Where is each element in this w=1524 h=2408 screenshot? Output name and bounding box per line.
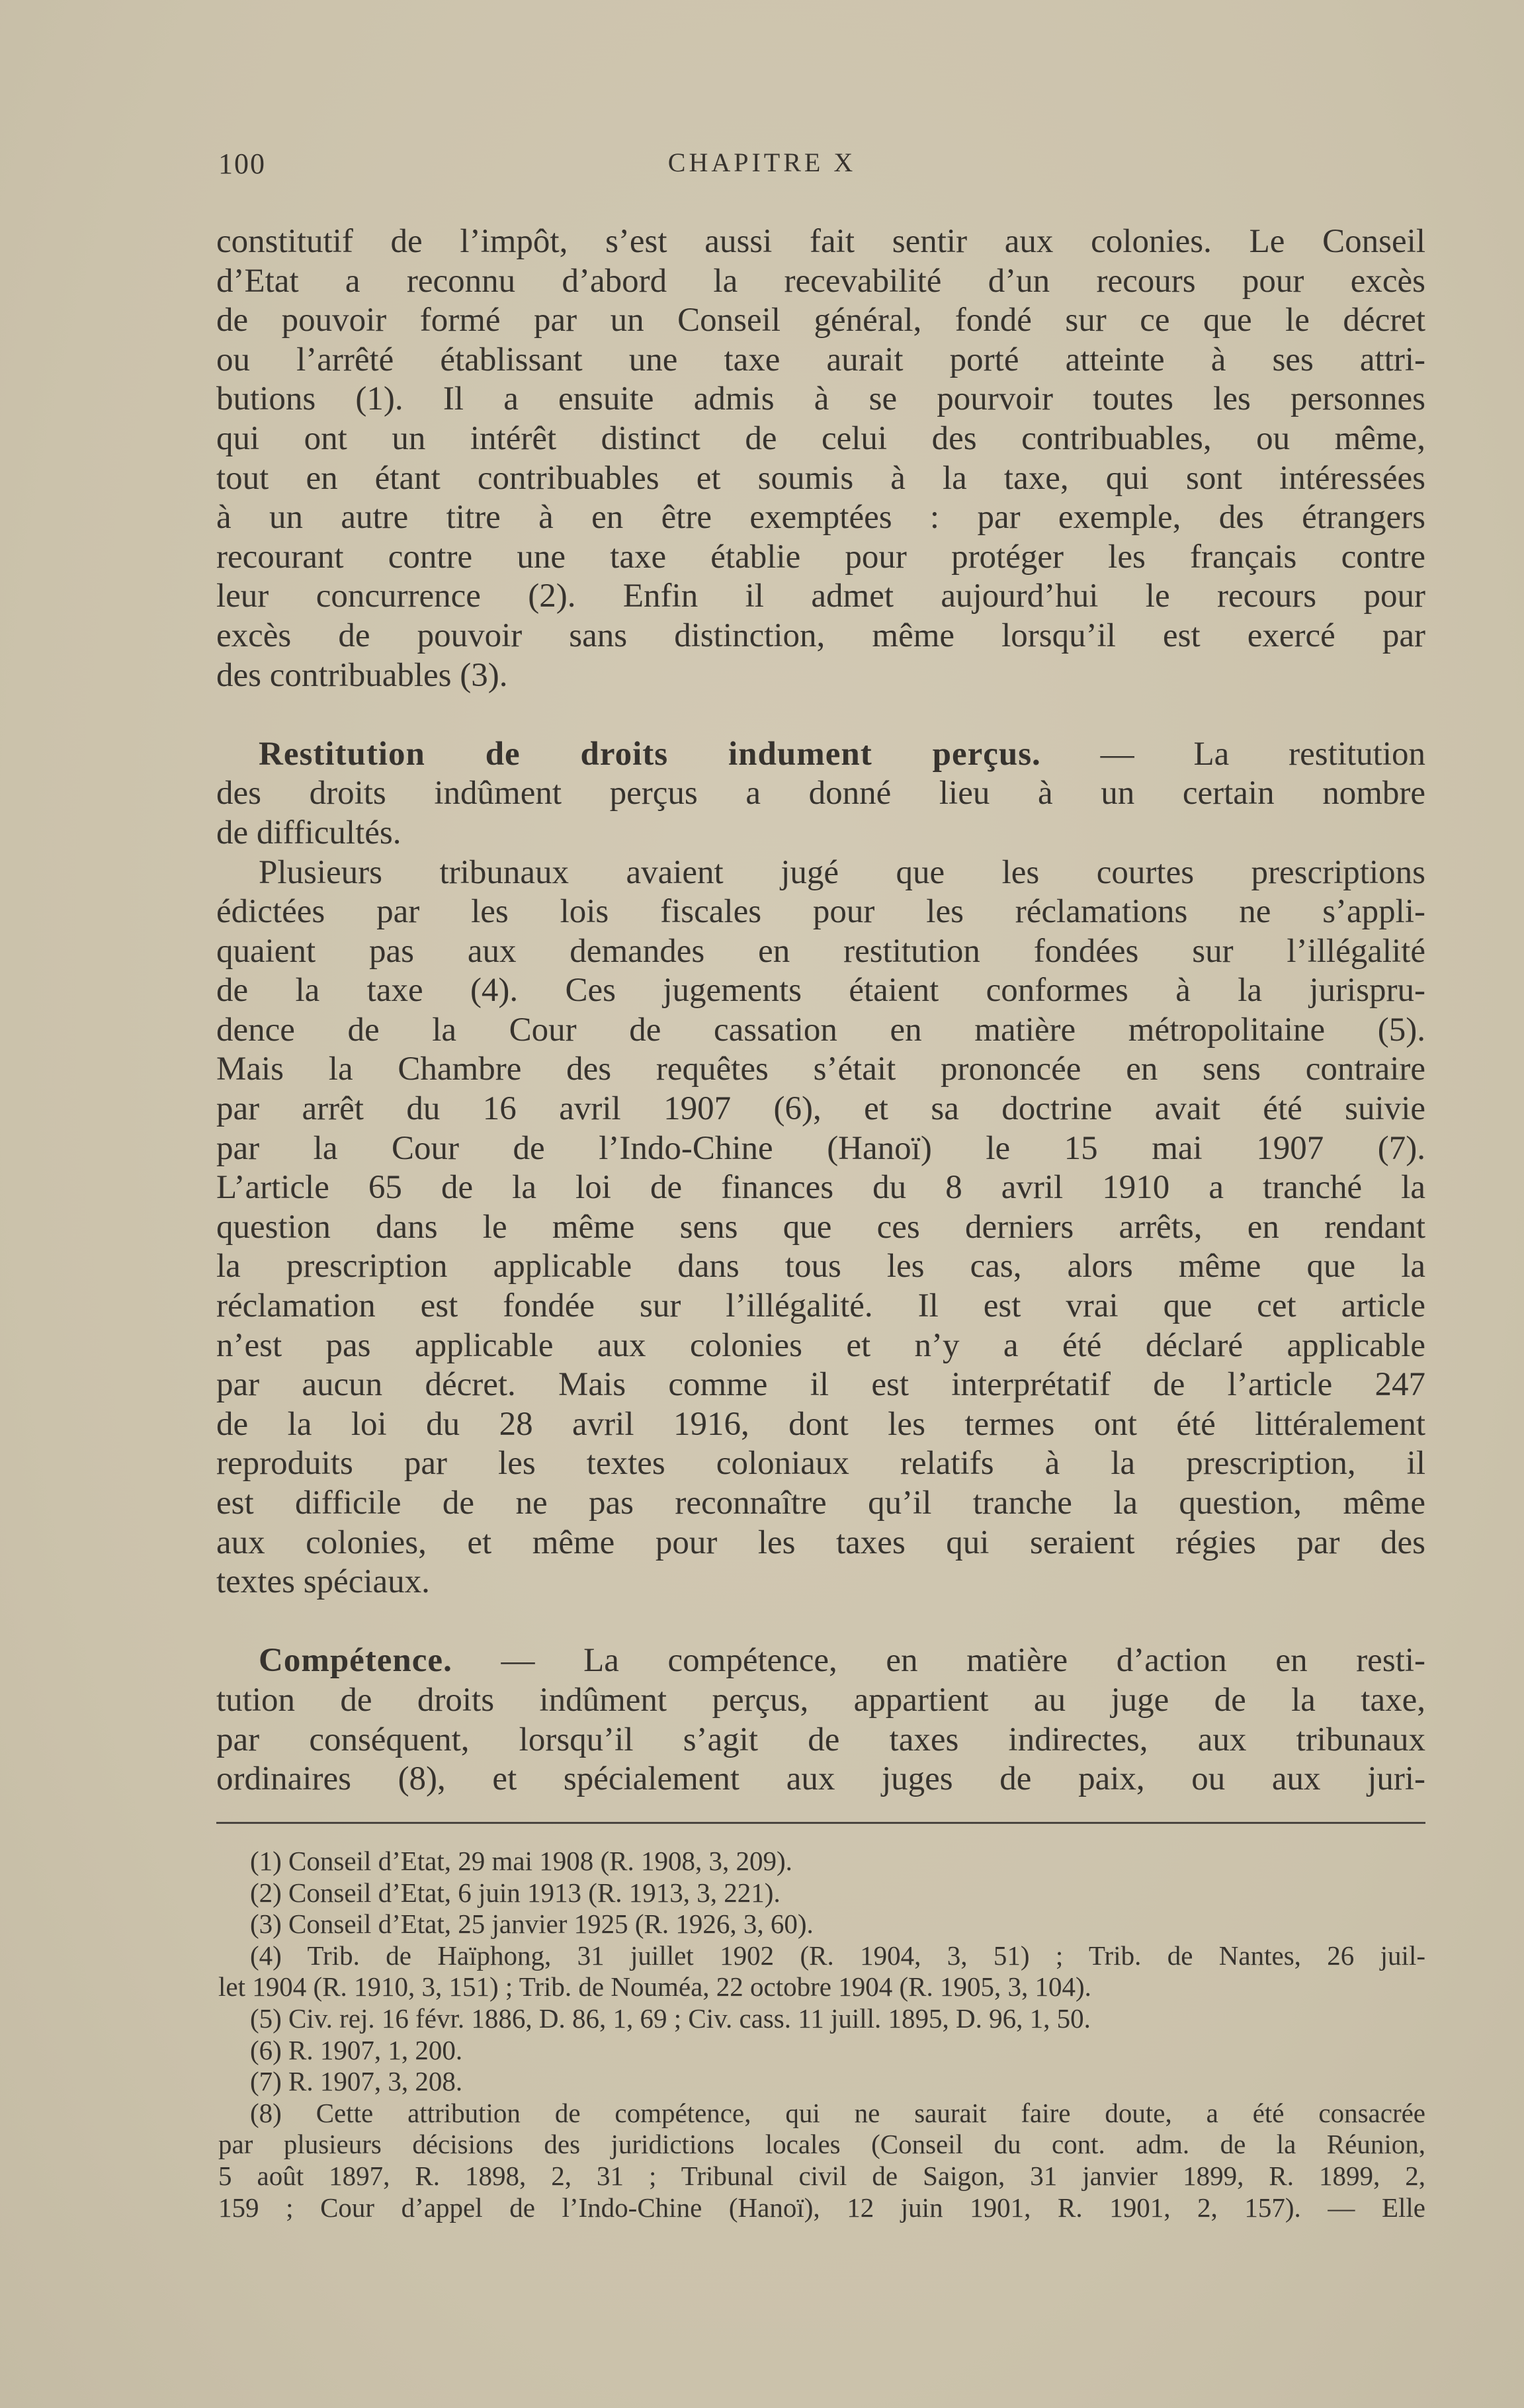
- line-text: la prescription applicable dans tous les cas, alors même que la: [216, 1248, 1425, 1285]
- section-paragraph: [216, 735, 1425, 853]
- text-line: [216, 1247, 1425, 1287]
- line-text: à un autre titre à en être exemptées : par exemple, des étrangers: [216, 499, 1425, 537]
- line-text: édictées par les lois fiscales pour les réclamations ne s’appli-: [216, 893, 1425, 931]
- footnotes: [218, 1846, 1425, 2223]
- line-text: est difficile de ne pas reconnaître qu’il tranche la question, même: [216, 1484, 1425, 1522]
- line-text: réclamation est fondée sur l’illégalité. Il est vrai que cet article: [216, 1287, 1425, 1325]
- line-text: de la taxe (4). Ces jugements étaient conformes à la jurispru-: [216, 972, 1425, 1010]
- text-line: [216, 262, 1425, 302]
- text-line: [216, 814, 1425, 853]
- footnote-line: (4) Trib. de Haïphong, 31 juillet 1902 (R. 1904, 3, 51) ; Trib. de Nantes, 26 juil-: [250, 1940, 1425, 1971]
- line-text: butions (1). Il a ensuite admis à se pourvoir toutes les personnes: [216, 380, 1425, 418]
- footnote-line: 159 ; Cour d’appel de l’Indo-Chine (Hanoï), 12 juin 1901, R. 1901, 2, 157). — Elle: [218, 2192, 1425, 2223]
- text-line: [216, 577, 1425, 617]
- text-line: [216, 538, 1425, 578]
- footnote-line: par plusieurs décisions des juridictions locales (Conseil du cont. adm. de la Réunion,: [218, 2129, 1425, 2160]
- line-text: par la Cour de l’Indo-Chine (Hanoï) le 15 mai 1907 (7).: [216, 1129, 1425, 1167]
- line-text: — La compétence, en matière d’action en resti-: [452, 1642, 1425, 1680]
- text-line: [216, 1444, 1425, 1484]
- text-line: [216, 1287, 1425, 1326]
- footnote-line: (1) Conseil d’Etat, 29 mai 1908 (R. 1908, 3, 209).: [250, 1846, 792, 1876]
- text-line: [216, 1405, 1425, 1445]
- text-line: [216, 932, 1425, 972]
- footnote-line: (3) Conseil d’Etat, 25 janvier 1925 (R. 1926, 3, 60).: [250, 1909, 814, 1940]
- line-text: par aucun décret. Mais comme il est interprétatif de l’article 247: [216, 1366, 1425, 1404]
- text-line: [216, 341, 1425, 380]
- line-text: d’Etat a reconnu d’abord la recevabilité d’un recours pour excès: [216, 262, 1425, 300]
- line-text: dence de la Cour de cassation en matière métropolitaine (5).: [216, 1011, 1425, 1049]
- footnote-line: 5 août 1897, R. 1898, 2, 31 ; Tribunal civil de Saigon, 31 janvier 1899, R. 1899, 2,: [218, 2160, 1425, 2191]
- line-text: qui ont un intérêt distinct de celui des contribuables, ou même,: [216, 419, 1425, 457]
- footnote-line: (2) Conseil d’Etat, 6 juin 1913 (R. 1913, 3, 221).: [250, 1877, 781, 1908]
- text-line: [216, 1524, 1425, 1563]
- line-text: des droits indûment perçus a donné lieu à un certain nombre: [216, 775, 1425, 812]
- text-line: [216, 419, 1425, 459]
- footnote-line: (7) R. 1907, 3, 208.: [250, 2066, 463, 2097]
- footnote-divider: [216, 1822, 1425, 1824]
- line-text: Plusieurs tribunaux avaient jugé que les courtes prescriptions: [259, 853, 1425, 891]
- line-text: question dans le même sens que ces derniers arrêts, en rendant: [216, 1208, 1425, 1246]
- text-line: [216, 1681, 1425, 1721]
- footnote-line: (8) Cette attribution de compétence, qui ne saurait faire doute, a été consacrée: [250, 2097, 1425, 2128]
- line-text: recourant contre une taxe établie pour protéger les français contre: [216, 538, 1425, 576]
- footnote-line: (6) R. 1907, 1, 200.: [250, 2034, 463, 2065]
- section-heading: Compétence.: [259, 1642, 452, 1680]
- line-text: aux colonies, et même pour les taxes qui seraient régies par des: [216, 1524, 1425, 1561]
- line-text: L’article 65 de la loi de finances du 8 avril 1910 a tranché la: [216, 1169, 1425, 1207]
- text-line: [216, 774, 1425, 814]
- text-line: [216, 892, 1425, 932]
- footnote-line: let 1904 (R. 1910, 3, 151) ; Trib. de Nouméa, 22 octobre 1904 (R. 1905, 3, 104).: [218, 1971, 1091, 2002]
- text-line: [216, 380, 1425, 419]
- text-line: [216, 1168, 1425, 1208]
- text-line: [216, 1641, 1425, 1681]
- text-line: [216, 735, 1425, 775]
- text-line: [216, 1208, 1425, 1248]
- text-line: [216, 1129, 1425, 1169]
- text-line: [216, 656, 1425, 696]
- line-text: par conséquent, lorsqu’il s’agit de taxes indirectes, aux tribunaux: [216, 1721, 1425, 1758]
- line-text: reproduits par les textes coloniaux relatifs à la prescription, il: [216, 1445, 1425, 1483]
- line-text: leur concurrence (2). Enfin il admet aujourd’hui le recours pour: [216, 578, 1425, 615]
- paragraph: [216, 853, 1425, 1602]
- footnote-line: (5) Civ. rej. 16 févr. 1886, D. 86, 1, 69 ; Civ. cass. 11 juill. 1895, D. 96, 1, 50.: [250, 2002, 1091, 2034]
- text-line: [216, 1365, 1425, 1405]
- running-header: CHAPITRE X: [667, 148, 857, 177]
- body-text: [216, 222, 1425, 1799]
- text-line: [216, 1050, 1425, 1090]
- text-line: [216, 1563, 1425, 1602]
- text-line: [216, 971, 1425, 1011]
- page-number: 100: [218, 148, 266, 180]
- line-text: Mais la Chambre des requêtes s’était prononcée en sens contraire: [216, 1051, 1425, 1088]
- text-line: [216, 1326, 1425, 1366]
- line-text: de la loi du 28 avril 1916, dont les termes ont été littéralement: [216, 1405, 1425, 1443]
- line-text: n’est pas applicable aux colonies et n’y a été déclaré applicable: [216, 1326, 1425, 1364]
- line-text: de pouvoir formé par un Conseil général, fondé sur ce que le décret: [216, 302, 1425, 339]
- text-line: [216, 1011, 1425, 1051]
- line-text: textes spéciaux.: [216, 1563, 430, 1601]
- text-line: [216, 1090, 1425, 1129]
- section-heading: Restitution de droits indument perçus.: [259, 735, 1041, 773]
- line-text: ordinaires (8), et spécialement aux juges de paix, ou aux juri-: [216, 1760, 1425, 1798]
- text-line: [216, 498, 1425, 538]
- text-line: [216, 1760, 1425, 1799]
- line-text: excès de pouvoir sans distinction, même lorsqu’il est exercé par: [216, 617, 1425, 654]
- line-text: des contribuables (3).: [216, 656, 508, 694]
- line-text: tution de droits indûment perçus, appartient au juge de la taxe,: [216, 1681, 1425, 1719]
- line-text: quaient pas aux demandes en restitution fondées sur l’illégalité: [216, 932, 1425, 970]
- text-line: [216, 222, 1425, 262]
- text-line: [216, 1721, 1425, 1760]
- text-line: [216, 853, 1425, 893]
- line-text: — La restitution: [1040, 735, 1425, 773]
- line-text: par arrêt du 16 avril 1907 (6), et sa doctrine avait été suivie: [216, 1090, 1425, 1128]
- line-text: tout en étant contribuables et soumis à la taxe, qui sont intéressées: [216, 459, 1425, 497]
- line-text: constitutif de l’impôt, s’est aussi fait sentir aux colonies. Le Conseil: [216, 223, 1425, 260]
- section-paragraph: [216, 1641, 1425, 1799]
- text-line: [216, 617, 1425, 656]
- text-line: [216, 459, 1425, 499]
- line-text: ou l’arrêté établissant une taxe aurait porté atteinte à ses attri-: [216, 341, 1425, 378]
- paragraph: [216, 222, 1425, 695]
- text-line: [216, 1484, 1425, 1524]
- line-text: de difficultés.: [216, 814, 402, 851]
- text-line: [216, 301, 1425, 341]
